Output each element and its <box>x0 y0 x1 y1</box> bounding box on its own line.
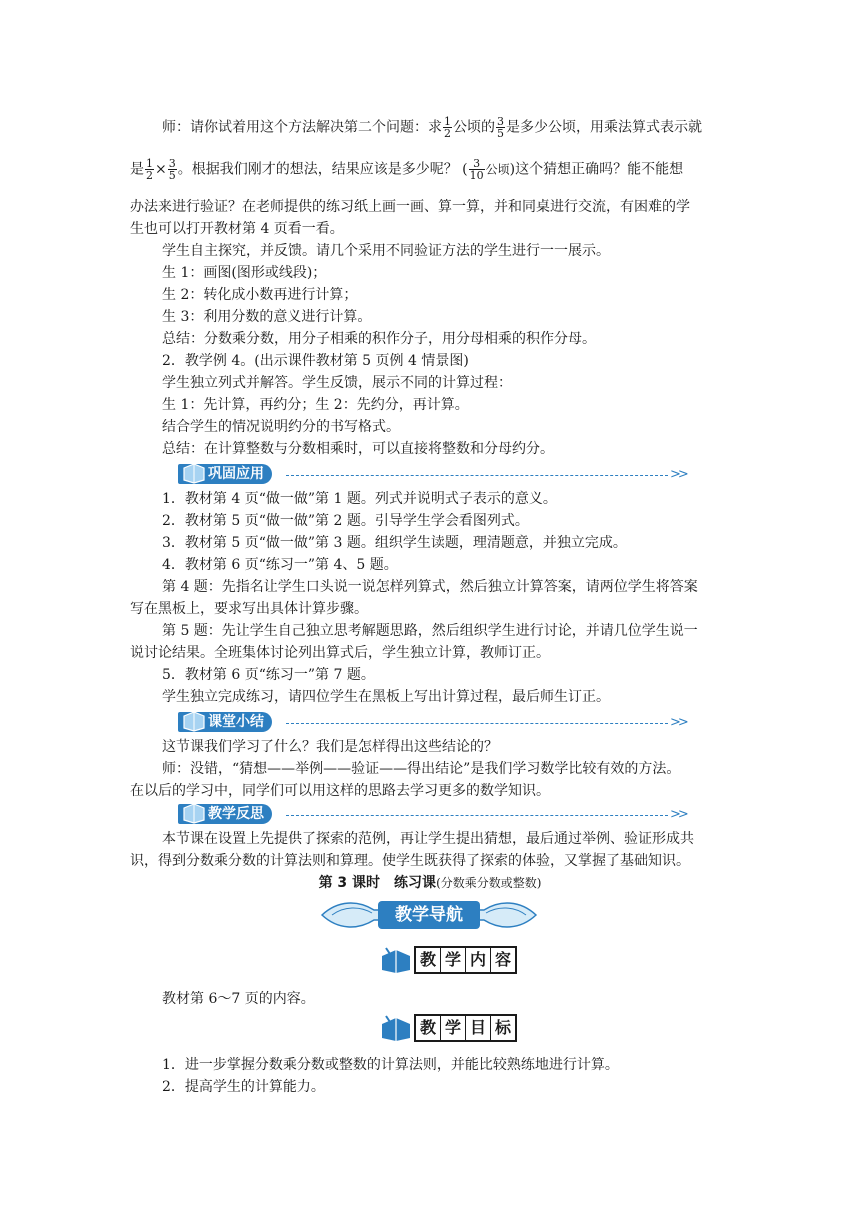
arrow-icon: >> <box>670 467 686 482</box>
nav-title: 教学导航 <box>395 905 463 925</box>
denominator: 2 <box>146 169 153 182</box>
para1-line1 <box>162 116 774 139</box>
banner-text: 巩固应用 <box>208 466 264 482</box>
fraction <box>145 158 154 181</box>
text-line: 在以后的学习中，同学们可以用这样的思路去学习更多的数学知识。 <box>130 783 550 799</box>
banner-text: 课堂小结 <box>208 714 264 730</box>
text-line: 结合学生的情况说明约分的书写格式。 <box>162 419 400 435</box>
text-line: 生 1：先计算，再约分；生 2：先约分，再计算。 <box>162 397 469 413</box>
text-line: 第 4 题：先指名让学生口头说一说怎样列算式，然后独立计算答案，请两位学生将答案 <box>162 579 698 595</box>
numerator: 1 <box>444 115 451 128</box>
arrow-icon: >> <box>670 807 686 822</box>
times-sign: × <box>155 161 167 178</box>
text-line: 这节课我们学习了什么？我们是怎样得出这些结论的？ <box>162 739 498 755</box>
text-line: 总结：在计算整数与分数相乘时，可以直接将整数和分母约分。 <box>162 441 554 457</box>
boxed-char: 学 <box>441 1016 466 1040</box>
text-line: 师：没错，“猜想——举例——验证——得出结论”是我们学习数学比较有效的方法。 <box>162 761 681 777</box>
dashed-line <box>286 475 668 476</box>
banner-label <box>178 712 272 732</box>
boxed-title <box>414 1014 517 1042</box>
text-line: 总结：分数乘分数，用分子相乘的积作分子，用分母相乘的积作分母。 <box>162 331 596 347</box>
numerator: 3 <box>168 157 176 170</box>
numerator: 1 <box>146 157 153 170</box>
para1-line2 <box>130 158 742 181</box>
numerator: 3 <box>469 158 485 170</box>
text: 是 <box>130 161 144 178</box>
book-icon <box>182 710 206 732</box>
text-line: 2．教材第 5 页“做一做”第 2 题。引导学生学会看图列式。 <box>162 513 529 529</box>
text: )这个猜想正确吗？能不能想 <box>509 161 684 178</box>
boxed-char: 容 <box>494 950 511 969</box>
denominator: 5 <box>168 169 176 182</box>
boxed-title <box>414 946 517 974</box>
unit-text: 公顷 <box>485 162 510 177</box>
text-line: 学生独立列式并解答。学生反馈，展示不同的计算过程： <box>162 375 512 391</box>
denominator: 5 <box>497 127 504 140</box>
lesson-subtitle: (分数乘分数或整数) <box>436 876 542 890</box>
dashed-line <box>286 723 668 724</box>
fraction <box>469 158 485 181</box>
arrow-icon: >> <box>670 715 686 730</box>
text-line: 2．教学例 4。(出示课件教材第 5 页例 4 情景图) <box>162 353 469 369</box>
section-banner-reflection <box>178 804 698 826</box>
lesson-title-text: 第 3 课时 练习课 <box>318 875 437 891</box>
para1-line3: 办法来进行验证？在老师提供的练习纸上画一画、算一算，并和同桌进行交流，有困难的学 <box>130 199 690 215</box>
text-line: 1．进一步掌握分数乘分数或整数的计算法则，并能比较熟练地进行计算。 <box>162 1057 619 1073</box>
text-line: 2．提高学生的计算能力。 <box>162 1079 325 1095</box>
text-line: 学生独立完成练习，请四位学生在黑板上写出计算过程，最后师生订正。 <box>162 689 610 705</box>
text: 公顷的 <box>453 119 495 136</box>
boxed-char: 内 <box>466 948 491 972</box>
boxed-char: 标 <box>494 1018 511 1037</box>
fraction <box>496 116 505 139</box>
text-line: 4．教材第 6 页“练习一”第 4、5 题。 <box>162 557 398 573</box>
text-line: 教材第 6～7 页的内容。 <box>162 991 315 1007</box>
boxed-char: 目 <box>466 1016 491 1040</box>
fraction <box>168 158 177 181</box>
book-icon <box>380 946 412 974</box>
banner-text: 教学反思 <box>208 806 264 822</box>
dashed-line <box>286 815 668 816</box>
boxed-char: 学 <box>441 948 466 972</box>
text-line: 识，得到分数乘分数的计算法则和算理。使学生既获得了探索的体验，又掌握了基础知识。 <box>130 853 690 869</box>
boxed-char: 教 <box>416 1016 441 1040</box>
section-banner-summary <box>178 712 698 734</box>
banner-label <box>178 804 272 824</box>
book-icon <box>182 802 206 824</box>
section-banner-consolidation <box>178 464 698 486</box>
text-line: 说讨论结果。全班集体讨论列出算式后，学生独立计算，教师订正。 <box>130 645 550 661</box>
denominator: 2 <box>444 127 451 140</box>
text-line: 本节课在设置上先提供了探索的范例，再让学生提出猜想，最后通过举例、验证形成共 <box>162 831 694 847</box>
banner-label <box>178 464 272 484</box>
fraction <box>443 116 452 139</box>
denominator: 10 <box>469 169 484 182</box>
text-line: 1．教材第 4 页“做一做”第 1 题。列式并说明式子表示的意义。 <box>162 491 557 507</box>
text-line: 学生自主探究，并反馈。请几个采用不同验证方法的学生进行一一展示。 <box>162 243 610 259</box>
text-line: 生 3：利用分数的意义进行计算。 <box>162 309 372 325</box>
text: 师：请你试着用这个方法解决第二个问题：求 <box>162 119 442 136</box>
text-line: 生 2：转化成小数再进行计算； <box>162 287 358 303</box>
numerator: 3 <box>497 115 504 128</box>
text-line: 3．教材第 5 页“做一做”第 3 题。组织学生读题，理清题意，并独立完成。 <box>162 535 627 551</box>
lesson-title <box>0 872 860 894</box>
text-line: 写在黑板上，要求写出具体计算步骤。 <box>130 601 368 617</box>
boxed-char: 教 <box>416 948 441 972</box>
text-line: 生 1：画图(图形或线段)； <box>162 265 327 281</box>
text: 。根据我们刚才的想法，结果应该是多少呢？ ( <box>177 161 468 178</box>
text-line: 5．教材第 6 页“练习一”第 7 题。 <box>162 667 375 683</box>
text-line: 第 5 题：先让学生自己独立思考解题思路，然后组织学生进行讨论，并请几位学生说一 <box>162 623 698 639</box>
book-icon <box>380 1014 412 1042</box>
text: 是多少公顷，用乘法算式表示就 <box>506 119 702 136</box>
book-icon <box>182 462 206 484</box>
para1-line4: 生也可以打开教材第 4 页看一看。 <box>130 221 344 237</box>
